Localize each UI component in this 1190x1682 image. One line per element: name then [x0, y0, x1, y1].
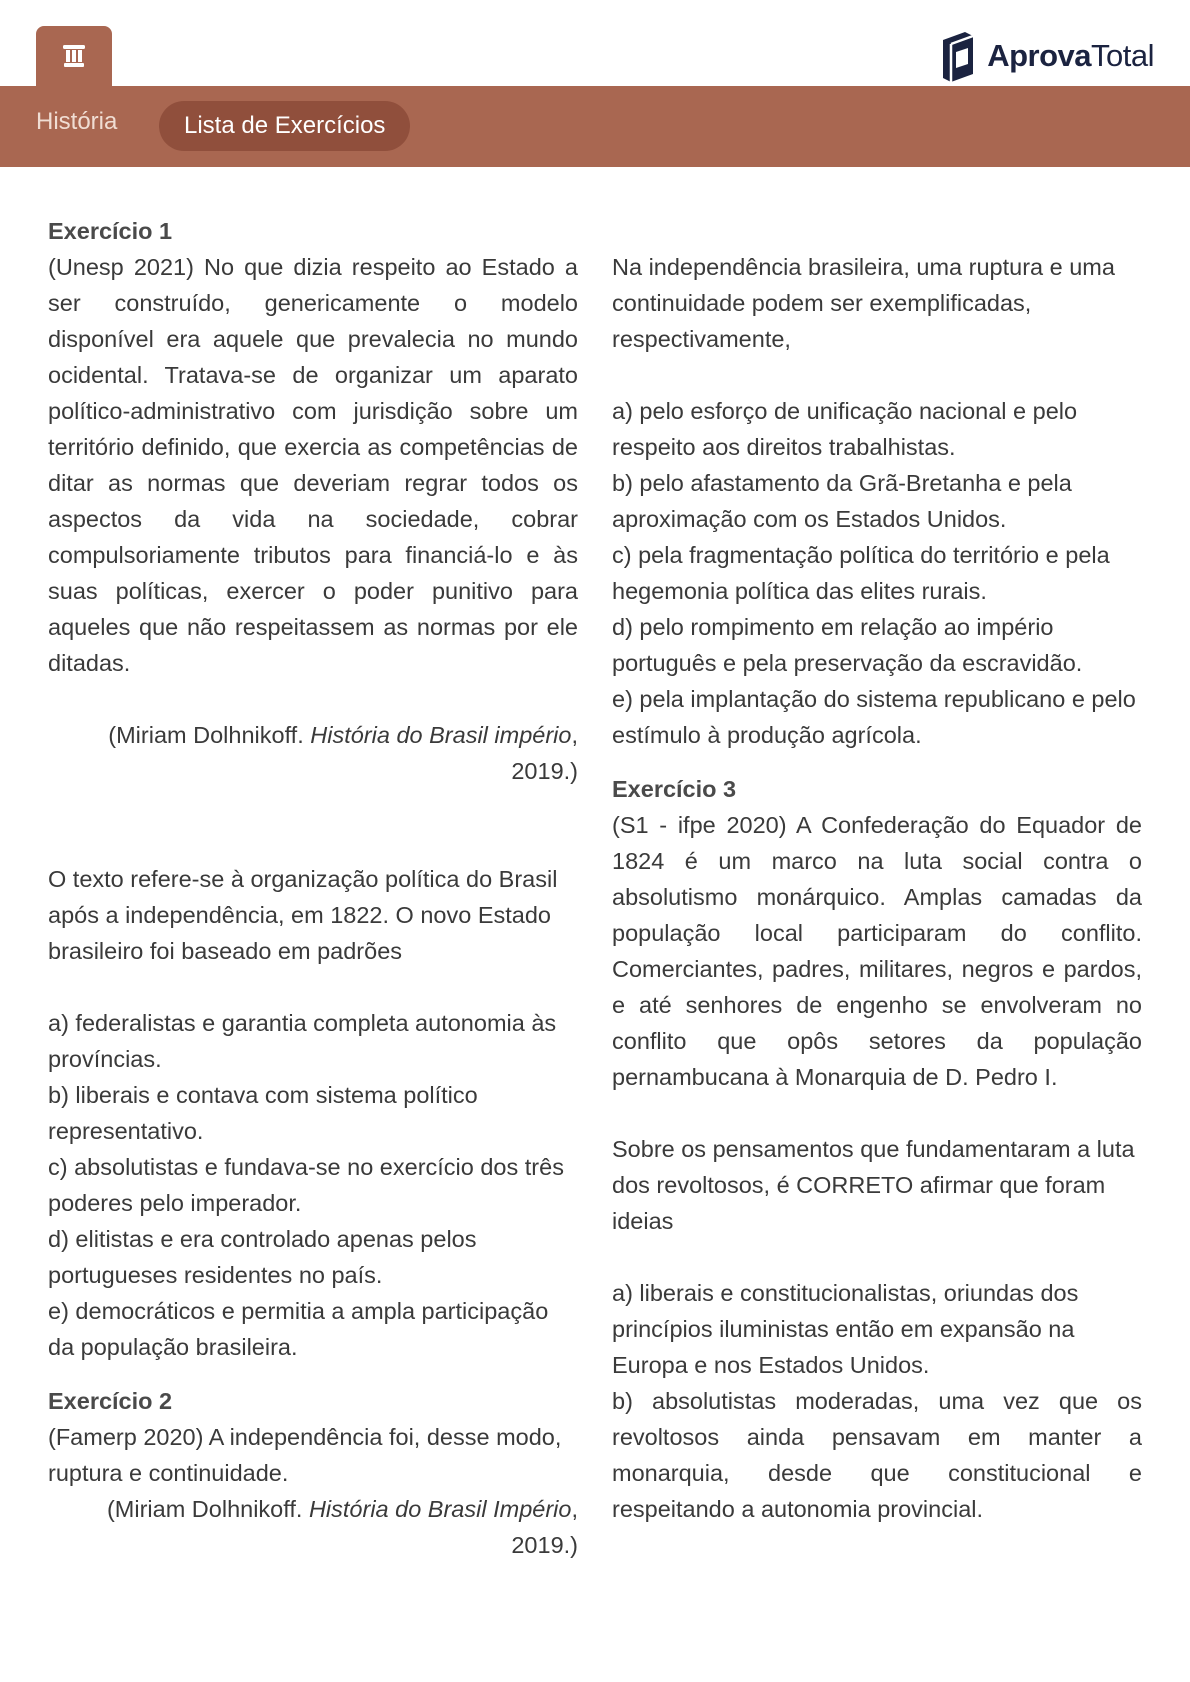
- exercise-1-question: O texto refere-se à organização política do Brasil após a independência, em 1822. O novo Estado brasileiro foi baseado em padrões: [48, 866, 558, 964]
- exercise-1-option-c[interactable]: c) absolutistas e fundava-se no exercício dos três poderes pelo imperador.: [48, 1154, 564, 1216]
- citation-author: (Miriam Dolhnikoff.: [106, 1496, 303, 1522]
- exercise-1-text: (Unesp 2021) No que dizia respeito ao Estado a ser construído, genericamente o modelo disponível era aquele que prevalecia no mundo ocidental. Tratava-se de organizar um aparato político-administrativo com jurisdição sobre um território definido, que exercia as competências de ditar as normas que deveriam regrar todos os aspectos da vida na sociedade, cobrar compulsoriamente tributos para financiá-lo e às suas políticas, exercer o poder punitivo para aqueles que não respeitassem as normas por ele ditadas.: [48, 254, 578, 676]
- exercise-1-option-e[interactable]: e) democráticos e permitia a ampla participação da população brasileira.: [48, 1298, 549, 1360]
- exercise-3-option-b[interactable]: b) absolutistas moderadas, uma vez que os revoltosos ainda pensavam em manter a monarquia, desde que constitucional e respeitando a autonomia provincial.: [612, 1388, 1142, 1522]
- exercise-2-question: Na independência brasileira, uma ruptura e uma continuidade podem ser exemplificadas, respectivamente,: [612, 254, 1115, 352]
- exercise-1-option-d[interactable]: d) elitistas e era controlado apenas pelos portugueses residentes no país.: [48, 1226, 477, 1288]
- brand-logo[interactable]: [939, 30, 1154, 82]
- header-bar: [0, 86, 1190, 167]
- exercise-2-option-c[interactable]: c) pela fragmentação política do território e pela hegemonia política das elites rurais.: [612, 542, 1110, 604]
- brand-name-bold: Aprova: [987, 38, 1092, 73]
- subject-tab[interactable]: [36, 26, 112, 86]
- exercise-1-option-a[interactable]: a) federalistas e garantia completa autonomia às províncias.: [48, 1010, 557, 1072]
- exercise-3-text: (S1 - ifpe 2020) A Confederação do Equador de 1824 é um marco na luta social contra o absolutismo monárquico. Amplas camadas da população local participaram do conflito. Comerciantes, padres, militares, negros e pardos, e até senhores de engenho se envolveram no conflito que opôs setores da população pernambucana à Monarquia de D. Pedro I.: [612, 812, 1142, 1090]
- exercise-3-title: Exercício 3: [612, 776, 737, 802]
- column-pillar-icon: [61, 44, 87, 68]
- exercise-1-citation: [48, 717, 578, 789]
- subject-label[interactable]: História: [36, 108, 118, 135]
- exercise-3-question: Sobre os pensamentos que fundamentaram a luta dos revoltosos, é CORRETO afirmar que foram ideias: [612, 1136, 1135, 1234]
- exercise-2-option-e[interactable]: e) pela implantação do sistema republicano e pelo estímulo à produção agrícola.: [612, 686, 1136, 748]
- right-column: [612, 249, 1142, 1527]
- exercise-2-option-b[interactable]: b) pelo afastamento da Grã-Bretanha e pela aproximação com os Estados Unidos.: [612, 470, 1072, 532]
- book-icon: [939, 30, 977, 82]
- exercise-3-option-a[interactable]: a) liberais e constitucionalistas, oriundas dos princípios iluministas então em expansão na Europa e nos Estados Unidos.: [612, 1280, 1079, 1378]
- exercise-2-option-d[interactable]: d) pelo rompimento em relação ao império português e pela preservação da escravidão.: [612, 614, 1083, 676]
- brand-name-light: Total: [1091, 38, 1154, 73]
- top-strip: [0, 0, 1190, 86]
- brand-name: [987, 38, 1154, 74]
- left-column: [48, 213, 578, 1563]
- exercise-2-title: Exercício 2: [48, 1388, 173, 1414]
- exercise-2-citation: [48, 1491, 578, 1563]
- exercise-2-text: (Famerp 2020) A independência foi, desse modo, ruptura e continuidade.: [48, 1424, 562, 1486]
- section-pill[interactable]: Lista de Exercícios: [159, 101, 410, 151]
- citation-end: , 2019.): [511, 1496, 578, 1558]
- citation-author: (Miriam Dolhnikoff.: [108, 722, 304, 748]
- citation-end: , 2019.): [511, 722, 578, 784]
- citation-work: História do Brasil Império: [308, 1496, 572, 1522]
- citation-work: História do Brasil império: [310, 722, 572, 748]
- exercise-2-option-a[interactable]: a) pelo esforço de unificação nacional e pelo respeito aos direitos trabalhistas.: [612, 398, 1078, 460]
- exercise-1-option-b[interactable]: b) liberais e contava com sistema político representativo.: [48, 1082, 478, 1144]
- exercise-1-title: Exercício 1: [48, 218, 173, 244]
